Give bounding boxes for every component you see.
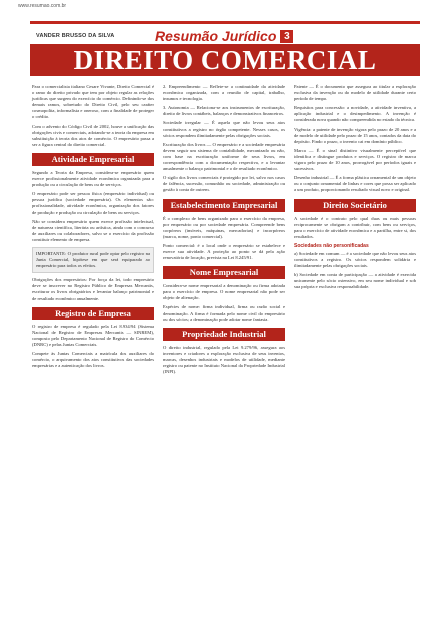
section-heading-atividade: Atividade Empresarial (32, 153, 154, 166)
paragraph: É o complexo de bens organizado para o exercício da empresa, por empresário ou por sociedade empresária. Compreende bens corpóreos (imóveis, máquinas, mercadorias) e incorpóreos (marca, nome, ponto comercial). (163, 215, 285, 239)
page-title: DIREITO COMERCIAL (73, 44, 377, 75)
paragraph: Sociedade irregular — É aquela que não levou seus atos constitutivos a registro no órgão competente. Nesses casos, os sócios respondem ilimitadamente pelas obrigações sociais. (163, 120, 285, 138)
paragraph: Espécies de nome: firma individual, firma ou razão social e denominação. A firma é formada pelo nome civil do empresário ou dos sócios; a denominação pode adotar nome fantasia. (163, 304, 285, 322)
paragraph: b) Sociedade em conta de participação — a atividade é exercida unicamente pelo sócio ostensivo, em seu nome individual e sob sua própria e exclusiva responsabilidade. (294, 272, 416, 290)
intro-paragraph-2: Com o advento do Código Civil de 2002, houve a unificação das obrigações civis e comerciais, adotando-se a teoria da empresa em substituição à teoria dos atos de comércio. O empresário passa a ser a figura central do direito comercial. (32, 123, 154, 147)
top-rule (30, 21, 420, 24)
column-1 (32, 84, 154, 372)
paragraph: A sociedade é o contrato pelo qual duas ou mais pessoas reciprocamente se obrigam a contribuir, com bens ou serviços, para o exercício de atividade econômica e a partilha, entre si, dos resultados. (294, 215, 416, 239)
paragraph: Patente — É o documento que assegura ao titular a exploração exclusiva da invenção ou do modelo de utilidade durante certo período de tempo. (294, 84, 416, 102)
paragraph: 3. Autonomia — Relaciona-se aos instrumentos de escrituração, direito de livros contábeis, balanços e demonstrativos financeiros. (163, 105, 285, 117)
important-note-text: IMPORTANTE: O produtor rural pode optar pelo registro na Junta Comercial, hipótese em que será equiparado ao empresário para todos os efeitos. (36, 250, 150, 269)
section-heading-propriedade: Propriedade Industrial (163, 328, 285, 341)
paragraph: O direito industrial, regulado pela Lei 9.279/96, assegura aos inventores e criadores a exploração exclusiva de seus inventos, marcas, desenhos industriais e modelos de utilidade, mediante registro ou patente no Instituto Nacional da Propriedade Industrial (INPI). (163, 344, 285, 375)
column-3 (294, 84, 416, 293)
section-heading-registro: Registro de Empresa (32, 307, 154, 320)
paragraph: Compete às Juntas Comerciais a matrícula dos auxiliares do comércio, o arquivamento dos atos constitutivos das sociedades empresárias e a autenticação dos livros. (32, 351, 154, 369)
paragraph: O sigilo dos livros comerciais é protegido por lei, salvo nos casos de falência, sucessão, comunhão ou sociedade, administração ou gestão à conta de outrem. (163, 175, 285, 193)
paragraph: O empresário pode ser pessoa física (empresário individual) ou pessoa jurídica (sociedade empresária). Os elementos são: profissionalidade, atividade econômica, organização dos fatores de produção e produção ou circulação de bens ou serviços. (32, 191, 154, 215)
section-heading-nome: Nome Empresarial (163, 266, 285, 279)
section-heading-estabelecimento: Estabelecimento Empresarial (163, 199, 285, 212)
paragraph: Considera-se nome empresarial a denominação ou firma adotada para o exercício de empresa. O nome empresarial não pode ser objeto de alienação. (163, 283, 285, 301)
paragraph: Ponto comercial: é o local onde o empresário se estabelece e exerce sua atividade. A proteção ao ponto se dá pela ação renovatória de locação, prevista na Lei 8.245/91. (163, 242, 285, 261)
paragraph: 2. Empreendimento — Reflete-se a continuidade da atividade econômica organizada, com a reunião de capital, trabalho, insumos e tecnologia. (163, 84, 285, 102)
paragraph: Escrituração dos livros — O empresário e a sociedade empresária devem seguir um sistema de contabilidade, mecanizado ou não, com base na escrituração uniforme de seus livros, em correspondência com a documentação respectiva, e a levantar anualmente o balanço patrimonial e o de resultado econômico. (163, 141, 285, 172)
paragraph: O registro de empresa é regulado pela Lei 8.934/94 (Sistema Nacional de Registro de Empresas Mercantis — SINREM), composto pelo Departamento Nacional de Registro do Comércio (DNRC) e pelas Juntas Comerciais. (32, 323, 154, 347)
site-url: www.resumao.com.br (18, 3, 67, 9)
section-heading-societario: Direito Societário (294, 199, 416, 212)
important-note-box (32, 247, 154, 273)
paragraph: Requisitos para concessão: a novidade, a atividade inventiva, a aplicação industrial e o desimpedimento. A invenção é considerada nova quando não compreendida no estado da técnica. (294, 105, 416, 123)
paragraph: Não se considera empresário quem exerce profissão intelectual, de natureza científica, literária ou artística, ainda com o concurso de auxiliares ou colaboradores, salvo se o exercício da profissão constituir elemento de empresa. (32, 218, 154, 242)
brand-logo (155, 28, 293, 44)
paragraph: a) Sociedade em comum — é a sociedade que não levou seus atos constitutivos a registro. Os sócios respondem solidária e ilimitadamente pelas obrigações sociais. (294, 250, 416, 269)
volume-badge: 3 (280, 30, 293, 43)
paragraph: Obrigações dos empresários: Por força da lei, todo empresário deve se inscrever no Registro Público de Empresas Mercantis, escriturar os livros obrigatórios e levantar balanço patrimonial e de resultado econômico anualmente. (32, 277, 154, 301)
column-2 (163, 84, 285, 378)
paragraph: Desenho industrial — É a forma plástica ornamental de um objeto ou o conjunto ornamental de linhas e cores que possa ser aplicado a um produto, proporcionando resultado visual novo e original. (294, 175, 416, 193)
title-banner (30, 44, 420, 76)
brand-name: Resumão Jurídico (155, 28, 277, 44)
author-name: VANDER BRUSSO DA SILVA (36, 33, 115, 39)
subheading: Sociedades não personificadas (294, 242, 369, 249)
intro-paragraph: Para o comercialista italiano Cesare Vivante, Direito Comercial é o ramo do direito privado que tem por objeto regular as relações jurídicas que surgem do exercício do comércio. Definindo-se dos demais ramos, sobretudo do Direito Civil, pelo seu caráter cosmopolita, informalista e oneroso, com a finalidade de proteger o crédito. (32, 84, 154, 120)
paragraph: Vigência: a patente de invenção vigora pelo prazo de 20 anos e a de modelo de utilidade pelo prazo de 15 anos, contados da data do depósito. Findo o prazo, o invento cai em domínio público. (294, 126, 416, 144)
paragraph: Segundo a Teoria da Empresa, considera-se empresário quem exerce profissionalmente atividade econômica organizada para a produção ou a circulação de bens ou de serviços. (32, 169, 154, 188)
paragraph: Marca — É o sinal distintivo visualmente perceptível que identifica e distingue produtos e serviços. O registro de marca vigora pelo prazo de 10 anos, prorrogável por períodos iguais e sucessivos. (294, 147, 416, 172)
